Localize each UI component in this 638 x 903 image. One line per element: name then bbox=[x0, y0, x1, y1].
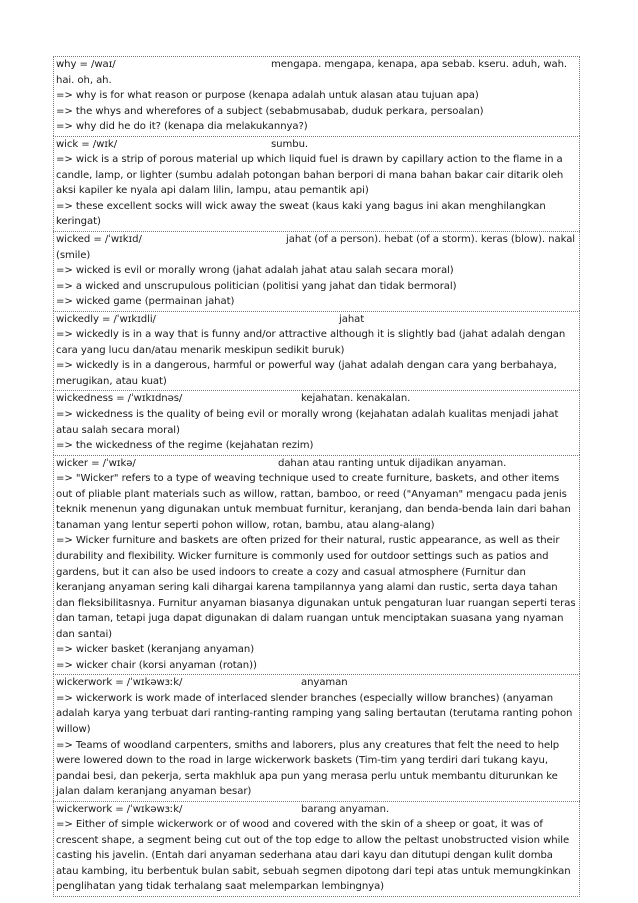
entry-example-line: => "Wicker" refers to a type of weaving technique used to create furniture, baskets, and other items out of pliable plant materials such as willow, rattan, bamboo, or reed ("Anyaman" mengacu pada jenis teknik menenun yang digunakan untuk membuat furnitur, keranjang, dan benda-benda lain dari bahan tanaman yang lentur seperti pohon willow, rotan, bambu, atau alang-alang) bbox=[56, 473, 571, 531]
entry-example-line: => wick is a strip of porous material up which liquid fuel is drawn by capillary action to the flame in a candle, lamp, or lighter (sumbu adalah potongan bahan berpori di mana bahan bakar cair ditarik oleh aksi kapiler ke nyala api dalam lilin, lampu, atau pemantik api) bbox=[56, 154, 564, 197]
entry-meaning: dahan atau ranting untuk dijadikan anyaman. bbox=[278, 457, 507, 469]
dictionary-entry bbox=[53, 390, 580, 454]
entry-example-line: => wicker chair (korsi anyaman (rotan)) bbox=[56, 659, 257, 671]
dictionary-entry bbox=[53, 56, 580, 136]
entry-meaning: kejahatan. kenakalan. bbox=[301, 393, 411, 405]
entry-meaning: barang anyaman. bbox=[301, 803, 390, 815]
dictionary-document bbox=[53, 56, 580, 897]
entry-example-line: => Either of simple wickerwork or of wood and covered with the skin of a sheep or goat, it was of crescent shape, a segment being cut out of the top edge to allow the peltast unobstructed vision while casting his javelin. (Entah dari anyaman sederhana atau dari kayu dan ditutupi dengan kulit domba atau kambing, itu berbentuk bulan sabit, sebuah segmen dipotong dari tepi atas untuk memungkinkan penglihatan yang tidak terhalang saat melemparkan lembingnya) bbox=[56, 819, 571, 893]
entry-term: wickedly = /ˈwɪkɪdli/ bbox=[56, 313, 156, 325]
entry-example-line: => the whys and wherefores of a subject (sebabmusabab, duduk perkara, persoalan) bbox=[56, 105, 484, 117]
entry-headword-line bbox=[56, 232, 577, 263]
entry-meaning: anyaman bbox=[301, 677, 348, 689]
entry-example-line: => these excellent socks will wick away the sweat (kaus kaki yang bagus ini akan menghilangkan keringat) bbox=[56, 200, 546, 228]
entry-headword-line bbox=[56, 312, 577, 328]
entry-term: why = /waɪ/ bbox=[56, 59, 116, 70]
entry-meaning: jahat bbox=[339, 313, 365, 325]
entry-meaning: mengapa. mengapa, kenapa, apa sebab. kseru. aduh, wah. hai. oh, ah. bbox=[56, 59, 568, 86]
entry-term: wicked = /ˈwɪkɪd/ bbox=[56, 234, 142, 246]
entry-example-line: => a wicked and unscrupulous politician (politisi yang jahat dan tidak bermoral) bbox=[56, 280, 457, 292]
dictionary-entry bbox=[53, 231, 580, 311]
entry-meaning: sumbu. bbox=[271, 138, 309, 150]
entry-headword-line bbox=[56, 57, 577, 88]
entry-headword-line bbox=[56, 137, 577, 153]
entry-headword-line bbox=[56, 802, 577, 818]
entry-example-line: => wickedly is in a dangerous, harmful or powerful way (jahat adalah dengan cara yang berbahaya, merugikan, atau kuat) bbox=[56, 360, 557, 387]
entry-headword-line bbox=[56, 456, 577, 472]
entry-term: wickerwork = /ˈwɪkəwɜːk/ bbox=[56, 677, 183, 689]
entry-example-line: => wicker basket (keranjang anyaman) bbox=[56, 644, 255, 656]
entry-term: wicker = /ˈwɪkə/ bbox=[56, 457, 136, 469]
entry-term: wick = /wɪk/ bbox=[56, 138, 118, 150]
entry-term: wickedness = /ˈwɪkɪdnəs/ bbox=[56, 393, 183, 405]
entry-example-line: => Teams of woodland carpenters, smiths and laborers, plus any creatures that felt the need to help were lowered down to the road in large wickerwork baskets (Tim-tim yang terdiri dari tukang kayu, pandai besi, dan pekerja, serta makhluk apa pun yang merasa perlu untuk membantu diturunkan ke jalan dalam keranjang anyaman besar) bbox=[56, 739, 560, 798]
dictionary-entry bbox=[53, 801, 580, 897]
entry-example-line: => wicked is evil or morally wrong (jahat adalah jahat atau salah secara moral) bbox=[56, 265, 454, 277]
dictionary-entry bbox=[53, 136, 580, 231]
dictionary-entry bbox=[53, 311, 580, 391]
dictionary-entry bbox=[53, 455, 580, 675]
entry-example-line: => wickerwork is work made of interlaced slender branches (especially willow branches) (anyaman adalah karya yang terbuat dari ranting-ranting ramping yang saling bertautan (terutama ranting pohon willow) bbox=[56, 692, 573, 735]
entry-meaning: jahat (of a person). hebat (of a storm). keras (blow). nakal (smile) bbox=[56, 234, 576, 261]
entry-example-line: => Wicker furniture and baskets are often prized for their natural, rustic appearance, as well as their durability and flexibility. Wicker furniture is commonly used for outdoor settings such as patios and gardens, but it can also be used indoors to create a cozy and casual atmosphere (Furnitur dan keranjang anyaman sering kali dihargai karena tampilannya yang alami dan rustic, serta daya tahan dan fleksibilitasnya. Furnitur anyaman biasanya digunakan untuk pengaturan luar ruangan seperti teras dan taman, tetapi juga dapat digunakan di dalam ruangan untuk menciptakan suasana yang nyaman dan santai) bbox=[56, 535, 576, 640]
entry-headword-line bbox=[56, 675, 577, 691]
entry-headword-line bbox=[56, 391, 577, 407]
entry-example-line: => wickedness is the quality of being evil or morally wrong (kejahatan adalah kualitas menjadi jahat atau salah secara moral) bbox=[56, 409, 559, 436]
entry-example-line: => the wickedness of the regime (kejahatan rezim) bbox=[56, 440, 314, 452]
entry-term: wickerwork = /ˈwɪkəwɜːk/ bbox=[56, 803, 183, 815]
entry-example-line: => why did he do it? (kenapa dia melakukannya?) bbox=[56, 121, 308, 133]
entry-example-line: => why is for what reason or purpose (kenapa adalah untuk alasan atau tujuan apa) bbox=[56, 90, 479, 102]
dictionary-entry bbox=[53, 674, 580, 800]
entry-example-line: => wickedly is in a way that is funny and/or attractive although it is slightly bad (jahat adalah dengan cara yang lucu dan/atau menarik meskipun sedikit buruk) bbox=[56, 329, 566, 356]
entry-example-line: => wicked game (permainan jahat) bbox=[56, 296, 235, 308]
